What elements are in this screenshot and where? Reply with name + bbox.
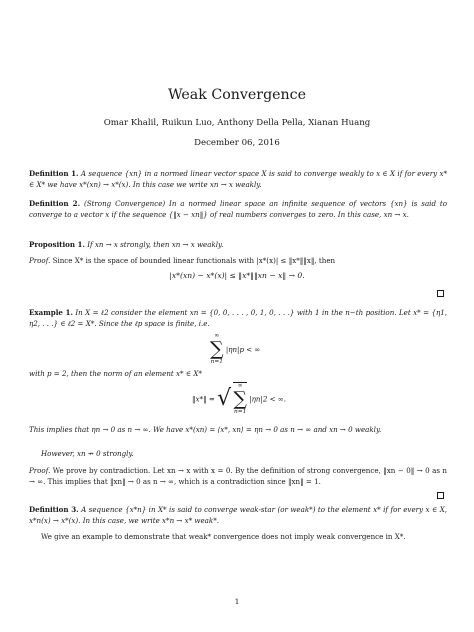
example-1-implies-text: This implies that ηn → 0 as n → ∞. We have x*(xn) = ⟨x*, xn⟩ = ηn → 0 as n → ∞ and xn → 0 weakly. [29,425,382,434]
summation-1 [210,333,260,366]
example-1-norm-intro [29,368,447,379]
proof-2 [29,465,447,487]
summation-1-lower: n=1 [210,359,223,365]
definition-3 [29,504,447,526]
summation-2-lower: n=1 [234,409,247,415]
summation-2-upper: ∞ [237,383,243,389]
summation-1-term: |ηn|p < ∞ [225,345,261,354]
example-1-however-text: However, xn ↛ 0 strongly. [41,449,134,458]
sigma-symbol: ∑ [233,388,247,410]
summation-1-upper: ∞ [214,333,220,339]
proof-2-text: We prove by contradiction. Let xn → x with x = 0. By the definition of strong convergence, ‖xn − 0‖ → 0 as n → ∞. This implies that ‖xn‖ → 0 as n → ∞, which is a contradiction since ‖xn‖ = 1. [29,466,447,487]
definition-2 [29,198,447,220]
definition-3-label: Definition 3. [29,505,79,514]
page-number: 1 [234,597,240,606]
norm-equation [192,382,286,416]
definition-2-text: (Strong Convergence) In a normed linear space an infinite sequence of vectors {xn} is said to converge to a vector x if the sequence {‖x − xn‖} of real numbers converges to zero. In this case, xn → x. [29,199,447,220]
example-1-however [29,448,447,459]
norm-lhs: ‖x*‖ = [192,394,215,404]
proof-2-label: Proof. [29,466,51,475]
norm-term: |ηn|2 < ∞. [249,394,286,404]
qed-symbol [437,290,444,297]
qed-symbol [437,492,444,499]
definition-1-label: Definition 1. [29,169,79,178]
closing-paragraph [29,531,447,542]
proposition-1-label: Proposition 1. [29,240,85,249]
closing-text: We give an example to demonstrate that weak* convergence does not imply weak convergence in X*. [41,532,406,541]
proof-1-text: Since X* is the space of bounded linear functionals with |x*(x)| ≤ ‖x*‖‖x‖, then [52,256,336,265]
proof-1-label: Proof. [29,256,51,265]
sigma-symbol: ∑ [210,338,224,360]
example-1 [29,307,447,329]
proof-1-equation: |x*(xn) − x*(x)| ≤ ‖x*‖‖xn − x‖ → 0. [169,271,305,280]
example-1-with-text: with p = 2, then the norm of an element x* ∈ X* [29,369,202,378]
paper-date: December 06, 2016 [194,138,280,148]
example-1-conclusion [29,424,447,435]
author-list: Omar Khalil, Ruikun Luo, Anthony Della Pella, Xianan Huang [103,118,371,128]
definition-2-label: Definition 2. [29,199,81,208]
sqrt-symbol: √ [217,386,232,411]
definition-1-text: A sequence {xn} in a normed linear vector space X is said to converge weakly to x ∈ X if for every x* ∈ X* we have x*(xn) → x*(x). In this case we write xn → x weakly. [29,169,448,190]
proof-1 [29,255,447,266]
paper-title: Weak Convergence [167,87,307,103]
definition-3-text: A sequence {x*n} in X* is said to converge weak-star (or weak*) to the element x* if for every x ∈ X, x*n(x) → x*(x). In this case, we write x*n → x* weak*. [29,505,448,526]
proposition-1-text: If xn → x strongly, then xn → x weakly. [87,240,224,249]
proposition-1 [29,239,447,250]
definition-1 [29,168,447,190]
example-1-label: Example 1. [29,308,73,317]
example-1-text: In X = ℓ2 consider the element xn = {0, 0, . . . , 0, 1, 0, . . .} with 1 in the n−th position. Let x* = {η1, η2, . . .} ∈ ℓ2 = X*. Since the ℓp space is finite, i.e. [29,308,447,329]
